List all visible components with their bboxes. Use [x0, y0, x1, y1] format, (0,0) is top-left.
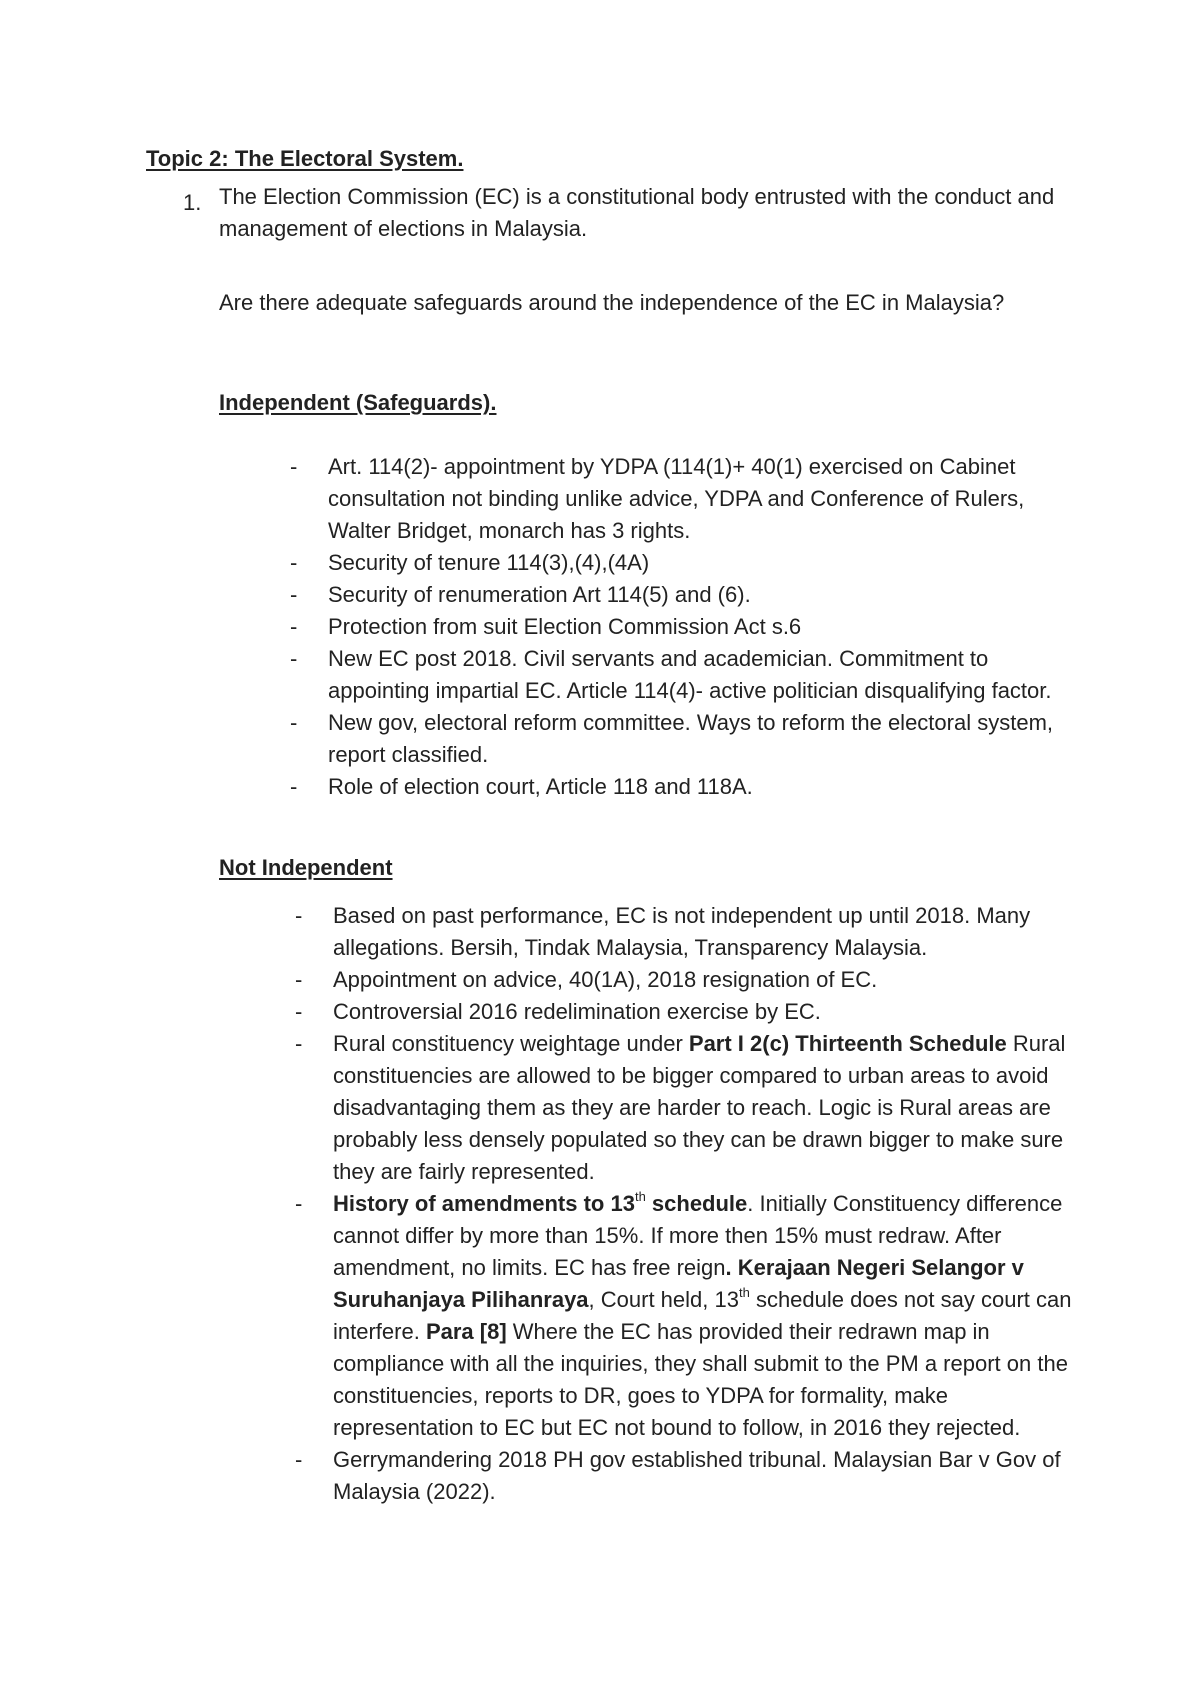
- list-item: - Security of tenure 114(3),(4),(4A): [290, 547, 1080, 579]
- dash-bullet-icon: -: [295, 967, 303, 992]
- dash-bullet-icon: -: [295, 999, 303, 1024]
- not-independent-heading: Not Independent: [219, 855, 393, 880]
- dash-bullet-icon: -: [290, 582, 298, 607]
- list-item: - Appointment on advice, 40(1A), 2018 resignation of EC.: [295, 964, 1085, 996]
- question-number: 1.: [183, 190, 202, 215]
- case-name: . Kerajaan Negeri Selangor v Suruhanjaya Pilihanraya: [333, 1255, 1024, 1312]
- paragraph-reference: Para [8]: [425, 1319, 507, 1344]
- dash-bullet-icon: -: [295, 903, 303, 928]
- list-item: - New EC post 2018. Civil servants and academician. Commitment to appointing impartial EC. Article 114(4)- active politician disqualifying factor.: [290, 643, 1080, 707]
- list-item: - Art. 114(2)- appointment by YDPA (114(1)+ 40(1) exercised on Cabinet consultation not binding unlike advice, YDPA and Conference of Rulers, Walter Bridget, monarch has 3 rights.: [290, 451, 1080, 547]
- dash-bullet-icon: -: [290, 646, 298, 671]
- dash-bullet-icon: -: [290, 550, 298, 575]
- page-title: Topic 2: The Electoral System.: [146, 146, 464, 171]
- dash-bullet-icon: -: [290, 710, 298, 735]
- list-item: - Security of renumeration Art 114(5) and (6).: [290, 579, 1080, 611]
- list-item: - Gerrymandering 2018 PH gov established tribunal. Malaysian Bar v Gov of Malaysia (2022).: [295, 1444, 1085, 1508]
- question-statement: The Election Commission (EC) is a constitutional body entrusted with the conduct and management of elections in Malaysia.: [219, 184, 1055, 241]
- list-item: - Based on past performance, EC is not independent up until 2018. Many allegations. Bersih, Tindak Malaysia, Transparency Malaysia.: [295, 900, 1085, 964]
- list-item: - New gov, electoral reform committee. Ways to reform the electoral system, report classified.: [290, 707, 1080, 771]
- list-item: - History of amendments to 13th schedule. Initially Constituency difference cannot differ by more than 15%. If more then 15% must redraw. After amendment, no limits. EC has free reign. Kerajaan Negeri Selangor v Suruhanjaya Pilihanraya, Court held, 13th schedule does not say court can interfere. Para [8] Where the EC has provided their redrawn map in compliance with all the inquiries, they shall submit to the PM a report on the constituencies, reports to DR, goes to YDPA for formality, make representation to EC but EC not bound to follow, in 2016 they rejected.: [295, 1189, 1072, 1440]
- list-item: - Protection from suit Election Commission Act s.6: [290, 611, 1080, 643]
- list-item: - Controversial 2016 redelimination exercise by EC.: [295, 996, 1085, 1028]
- dash-bullet-icon: -: [295, 1447, 303, 1472]
- list-item: - Rural constituency weightage under Part I 2(c) Thirteenth Schedule Rural constituencies are allowed to be bigger compared to urban areas to avoid disadvantaging them as they are harder to reach. Logic is Rural areas are probably less densely populated so they can be drawn bigger to make sure they are fairly represented.: [295, 1028, 1085, 1188]
- dash-bullet-icon: -: [295, 1031, 303, 1056]
- question-prompt: Are there adequate safeguards around the independence of the EC in Malaysia?: [219, 290, 1005, 315]
- independent-list: [290, 451, 1080, 803]
- list-item: - Role of election court, Article 118 and 118A.: [290, 771, 1080, 803]
- dash-bullet-icon: -: [295, 1191, 303, 1216]
- independent-heading: Independent (Safeguards).: [219, 390, 497, 415]
- not-independent-list: [295, 900, 1085, 1508]
- dash-bullet-icon: -: [290, 454, 298, 479]
- dash-bullet-icon: -: [290, 774, 298, 799]
- statute-reference: Part I 2(c) Thirteenth Schedule: [688, 1031, 1007, 1056]
- dash-bullet-icon: -: [290, 614, 298, 639]
